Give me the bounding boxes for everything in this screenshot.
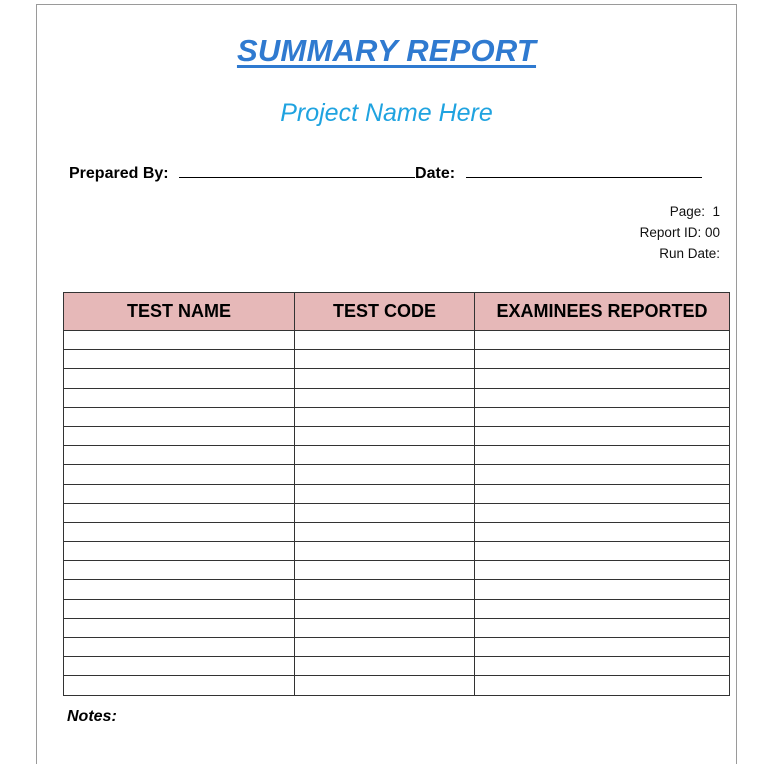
table-cell[interactable] [64,522,295,541]
table-cell[interactable] [64,465,295,484]
table-cell[interactable] [475,657,730,676]
header-test-name: TEST NAME [64,293,295,331]
table-cell[interactable] [295,618,475,637]
table-cell[interactable] [475,331,730,350]
report-page [36,4,737,764]
report-id [640,222,720,243]
table-row [64,542,730,561]
table-cell[interactable] [64,407,295,426]
table-cell[interactable] [475,638,730,657]
summary-table [63,292,730,696]
table-cell[interactable] [295,446,475,465]
table-cell[interactable] [475,446,730,465]
table-cell[interactable] [295,484,475,503]
table-cell[interactable] [475,407,730,426]
table-row [64,657,730,676]
table-row [64,676,730,695]
table-cell[interactable] [295,407,475,426]
run-date: Run Date: [659,246,720,261]
header-examinees-reported: EXAMINEES REPORTED [475,293,730,331]
date-field[interactable] [466,163,702,178]
report-id-value: 00 [704,225,720,240]
notes-label: Notes: [67,708,117,725]
table-cell[interactable] [475,618,730,637]
prepared-by-label: Prepared By: [69,165,169,182]
table-cell[interactable] [295,580,475,599]
table-body [64,331,730,696]
table-cell[interactable] [295,369,475,388]
project-name: Project Name Here [280,99,493,127]
table-cell[interactable] [295,657,475,676]
table-cell[interactable] [295,676,475,695]
table-cell[interactable] [475,599,730,618]
table-cell[interactable] [475,350,730,369]
report-id-label: Report ID: [639,225,702,240]
table-row [64,638,730,657]
table-row [64,426,730,445]
table-cell[interactable] [64,657,295,676]
report-title: SUMMARY REPORT [236,33,537,68]
table-cell[interactable] [295,426,475,445]
table-cell[interactable] [64,484,295,503]
table-cell[interactable] [64,618,295,637]
table-cell[interactable] [475,369,730,388]
header-test-code: TEST CODE [295,293,475,331]
table-row [64,350,730,369]
table-cell[interactable] [64,638,295,657]
table-cell[interactable] [295,522,475,541]
table-cell[interactable] [295,350,475,369]
table-cell[interactable] [295,388,475,407]
table-cell[interactable] [64,580,295,599]
table-cell[interactable] [295,561,475,580]
table-cell[interactable] [295,599,475,618]
table-row [64,484,730,503]
table-cell[interactable] [295,465,475,484]
table-cell[interactable] [64,331,295,350]
table-row [64,465,730,484]
table-cell[interactable] [64,561,295,580]
table-cell[interactable] [64,542,295,561]
table-cell[interactable] [64,426,295,445]
page-number [640,201,720,222]
table-cell[interactable] [475,484,730,503]
table-row [64,446,730,465]
table-cell[interactable] [295,331,475,350]
table-cell[interactable] [295,542,475,561]
table-row [64,503,730,522]
table-row [64,599,730,618]
table-cell[interactable] [64,503,295,522]
table-cell[interactable] [295,638,475,657]
prepared-by-field[interactable] [179,163,415,178]
table-cell[interactable] [64,369,295,388]
report-meta [640,201,720,264]
table-cell[interactable] [295,503,475,522]
table-cell[interactable] [64,350,295,369]
table-cell[interactable] [475,465,730,484]
table-cell[interactable] [64,676,295,695]
table-row [64,331,730,350]
table-row [64,580,730,599]
table-row [64,522,730,541]
table-row [64,618,730,637]
table-cell[interactable] [64,388,295,407]
prepared-by-row [69,163,729,183]
table-cell[interactable] [64,599,295,618]
table-row [64,388,730,407]
table-row [64,407,730,426]
table-cell[interactable] [475,542,730,561]
table-cell[interactable] [475,388,730,407]
table-header-row [64,293,730,331]
table-row [64,561,730,580]
table-cell[interactable] [475,676,730,695]
table-cell[interactable] [475,561,730,580]
page-value: 1 [712,204,720,219]
date-label: Date: [415,165,456,182]
page-label: Page: [669,204,705,219]
table-cell[interactable] [475,522,730,541]
table-row [64,369,730,388]
table-cell[interactable] [64,446,295,465]
table-cell[interactable] [475,426,730,445]
table-cell[interactable] [475,580,730,599]
table-cell[interactable] [475,503,730,522]
